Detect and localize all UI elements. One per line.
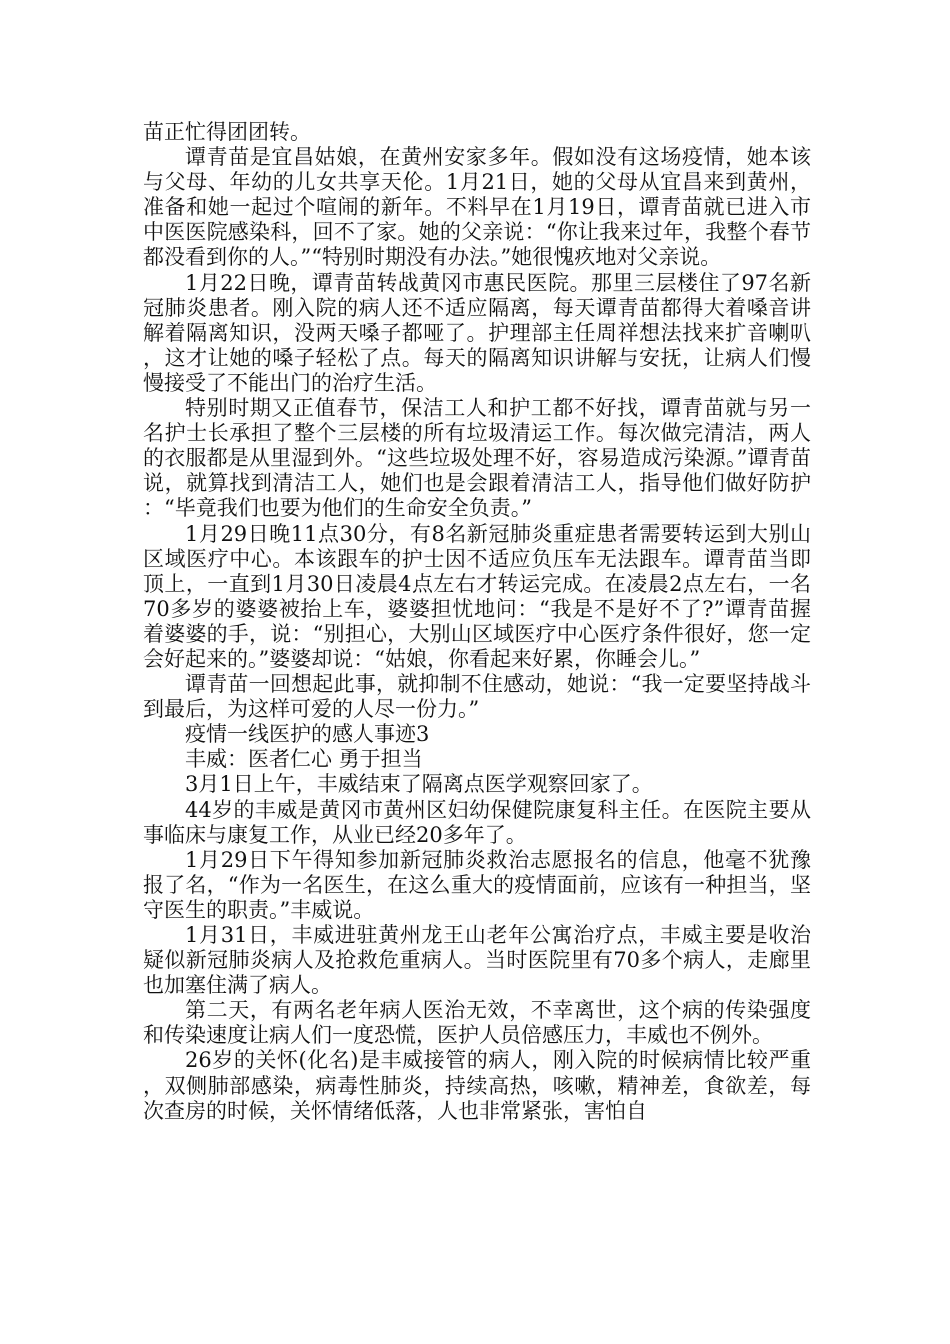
paragraph-6: 谭青苗一回想起此事，就抑制不住感动，她说：“我一定要坚持战斗到最后，为这样可爱的人尽一份力。” (143, 672, 811, 722)
paragraph-10: 44岁的丰威是黄冈市黄州区妇幼保健院康复科主任。在医院主要从事临床与康复工作，从业已经20多年了。 (143, 797, 811, 847)
paragraph-11: 1月29日下午得知参加新冠肺炎救治志愿报名的信息，他毫不犹豫报了名，“作为一名医生，在这么重大的疫情面前，应该有一种担当，坚守医生的职责。”丰威说。 (143, 847, 811, 922)
paragraph-4: 特别时期又正值春节，保洁工人和护工都不好找，谭青苗就与另一名护士长承担了整个三层楼的所有垃圾清运工作。每次做完清洁，两人的衣服都是从里湿到外。“这些垃圾处理不好，容易造成污染源。”谭青苗说，就算找到清洁工人，她们也是会跟着清洁工人，指导他们做好防护：“毕竟我们也要为他们的生命安全负责。” (143, 396, 811, 521)
section-heading: 疫情一线医护的感人事迹3 (185, 722, 430, 747)
paragraph-3: 1月22日晚，谭青苗转战黄冈市惠民医院。那里三层楼住了97名新冠肺炎患者。刚入院的病人还不适应隔离，每天谭青苗都得大着嗓音讲解着隔离知识，没两天嗓子都哑了。护理部主任周祥想法找来扩音喇叭，这才让她的嗓子轻松了点。每天的隔离知识讲解与安抚，让病人们慢慢接受了不能出门的治疗生活。 (143, 270, 811, 395)
paragraph-5: 1月29日晚11点30分，有8名新冠肺炎重症患者需要转运到大别山区域医疗中心。本该跟车的护士因不适应负压车无法跟车。谭青苗当即顶上，一直到1月30日凌晨4点左右才转运完成。在凌晨2点左右，一名70多岁的婆婆被抬上车，婆婆担忧地问：“我是不是好不了?”谭青苗握着婆婆的手，说：“别担心，大别山区域医疗中心医疗条件很好，您一定会好起来的。”婆婆却说：“姑娘，你看起来好累，你睡会儿。” (143, 521, 811, 671)
paragraph-12: 1月31日，丰威进驻黄州龙王山老年公寓治疗点，丰威主要是收治疑似新冠肺炎病人及抢救危重病人。当时医院里有70多个病人，走廊里也加塞住满了病人。 (143, 923, 811, 998)
paragraph-13: 第二天，有两名老年病人医治无效，不幸离世，这个病的传染强度和传染速度让病人们一度恐慌，医护人员倍感压力，丰威也不例外。 (143, 998, 811, 1048)
section-subtitle: 丰威：医者仁心 勇于担当 (185, 747, 423, 772)
paragraph-14: 26岁的关怀(化名)是丰威接管的病人，刚入院的时候病情比较严重，双侧肺部感染，病毒性肺炎，持续高热，咳嗽，精神差，食欲差，每次查房的时候，关怀情绪低落，人也非常紧张，害怕自 (143, 1048, 811, 1123)
document-body (143, 120, 811, 1124)
paragraph-1: 苗正忙得团团转。 (143, 120, 311, 144)
paragraph-9: 3月1日上午，丰威结束了隔离点医学观察回家了。 (185, 772, 653, 797)
paragraph-2: 谭青苗是宜昌姑娘，在黄州安家多年。假如没有这场疫情，她本该与父母、年幼的儿女共享天伦。1月21日，她的父母从宜昌来到黄州，准备和她一起过个喧闹的新年。不料早在1月19日，谭青苗就已进入市中医医院感染科，回不了家。她的父亲说：“你让我来过年，我整个春节都没看到你的人。”“特别时期没有办法。”她很愧疚地对父亲说。 (143, 145, 811, 270)
